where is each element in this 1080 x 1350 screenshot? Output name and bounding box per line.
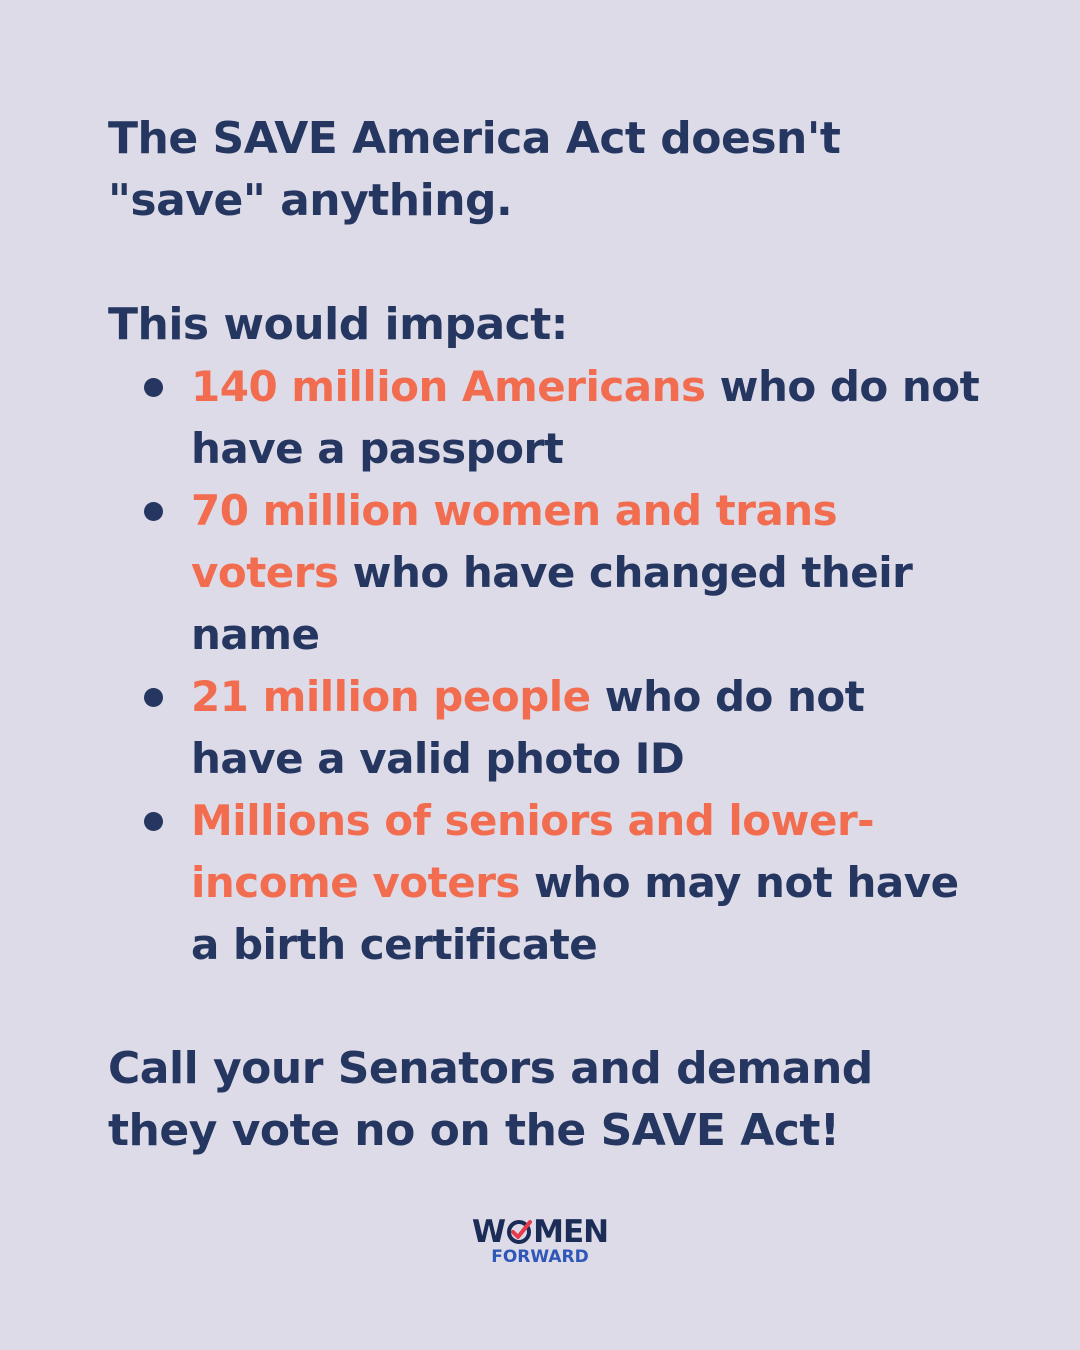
impact-highlight: 140 million Americans (191, 362, 706, 411)
impact-highlight: 70 million women and trans voters (191, 486, 838, 597)
impact-highlight: Millions of seniors and lower-income voters (191, 796, 875, 907)
headline: The SAVE America Act doesn't "save" anything. (108, 113, 841, 226)
logo-text-right: MEN (533, 1214, 609, 1250)
list-item (108, 666, 980, 790)
impact-text: who have changed their name (191, 548, 913, 659)
call-to-action: Call your Senators and demand they vote no on the SAVE Act! (108, 1043, 873, 1156)
lead-text: This would impact: (108, 299, 568, 350)
impact-text: who do not have a valid photo ID (191, 672, 865, 783)
impact-list (108, 356, 980, 976)
impact-highlight: 21 million people (191, 672, 591, 721)
list-item (108, 356, 980, 480)
check-circle-icon (506, 1219, 532, 1245)
impact-text: who may not have a birth certificate (191, 858, 959, 969)
bullet-dot-icon (144, 378, 163, 397)
bullet-dot-icon (144, 502, 163, 521)
logo-top-line (472, 1216, 608, 1248)
bullet-dot-icon (144, 688, 163, 707)
list-item (108, 480, 980, 666)
list-item (108, 790, 980, 976)
women-forward-logo (0, 1216, 1080, 1266)
logo-text-left: W (471, 1214, 506, 1250)
logo-bottom-line: FORWARD (491, 1247, 589, 1267)
impact-text: who do not have a passport (191, 362, 980, 473)
bullet-dot-icon (144, 812, 163, 831)
